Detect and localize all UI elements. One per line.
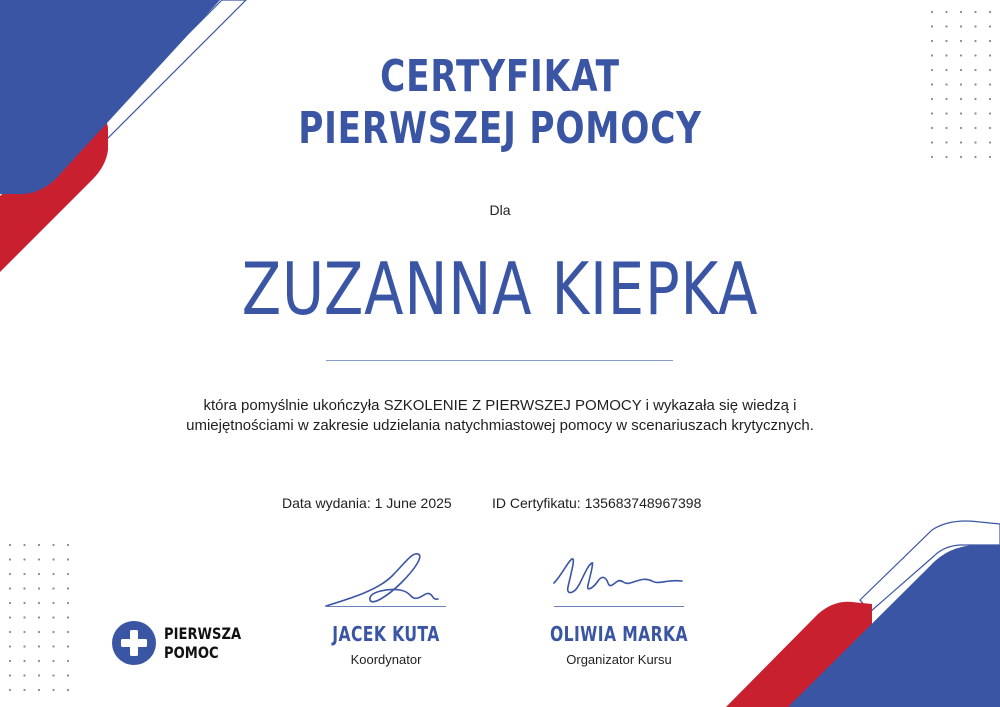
decorative-dot bbox=[38, 587, 40, 589]
decorative-dot bbox=[945, 69, 947, 71]
for-label: Dla bbox=[489, 202, 511, 218]
dot-grid-bottom-left bbox=[9, 544, 69, 691]
decorative-dot bbox=[38, 573, 40, 575]
logo-text-line-2: POMOC bbox=[164, 643, 219, 662]
decorative-dot bbox=[989, 141, 991, 143]
decorative-dot bbox=[9, 544, 11, 546]
decorative-dot bbox=[945, 54, 947, 56]
decorative-dot bbox=[989, 69, 991, 71]
logo bbox=[111, 620, 271, 666]
decorative-dot bbox=[931, 112, 933, 114]
decorative-dot bbox=[67, 689, 69, 691]
decorative-dot bbox=[9, 631, 11, 633]
decorative-dot bbox=[989, 156, 991, 158]
decorative-dot bbox=[67, 602, 69, 604]
decorative-dot bbox=[67, 645, 69, 647]
decorative-dot bbox=[974, 54, 976, 56]
decorative-dot bbox=[945, 141, 947, 143]
decorative-dot bbox=[38, 602, 40, 604]
decorative-dot bbox=[974, 98, 976, 100]
decorative-dot bbox=[974, 11, 976, 13]
decorative-dot bbox=[989, 11, 991, 13]
decorative-dot bbox=[67, 544, 69, 546]
decorative-dot bbox=[989, 54, 991, 56]
decorative-dot bbox=[974, 112, 976, 114]
signatory-name-1: JACEK KUTA bbox=[332, 622, 440, 646]
signature-line-1 bbox=[326, 606, 446, 607]
decorative-dot bbox=[67, 616, 69, 618]
decorative-dot bbox=[9, 689, 11, 691]
decorative-dot bbox=[23, 674, 25, 676]
decorative-dot bbox=[67, 558, 69, 560]
decorative-dot bbox=[931, 127, 933, 129]
signature-oliwia-marka bbox=[548, 553, 698, 605]
decorative-dot bbox=[23, 544, 25, 546]
decorative-dot bbox=[945, 127, 947, 129]
decorative-dot bbox=[960, 156, 962, 158]
decorative-dot bbox=[931, 40, 933, 42]
decorative-dot bbox=[23, 645, 25, 647]
signatory-role-2: Organizator Kursu bbox=[566, 652, 672, 667]
decorative-dot bbox=[52, 674, 54, 676]
decorative-dot bbox=[9, 660, 11, 662]
decorative-dot bbox=[974, 40, 976, 42]
decorative-dot bbox=[974, 141, 976, 143]
decorative-dot bbox=[974, 127, 976, 129]
decorative-dot bbox=[9, 587, 11, 589]
decorative-dot bbox=[945, 98, 947, 100]
decorative-dot bbox=[945, 83, 947, 85]
decorative-dot bbox=[23, 587, 25, 589]
signatory-name-2: OLIWIA MARKA bbox=[550, 622, 688, 646]
logo-text-line-1: PIERWSZA bbox=[164, 624, 242, 643]
decorative-dot bbox=[38, 660, 40, 662]
decorative-dot bbox=[23, 558, 25, 560]
decorative-dot bbox=[931, 83, 933, 85]
decorative-dot bbox=[974, 69, 976, 71]
decorative-dot bbox=[931, 141, 933, 143]
decorative-dot bbox=[945, 40, 947, 42]
decorative-dot bbox=[960, 98, 962, 100]
decorative-dot bbox=[38, 674, 40, 676]
decorative-dot bbox=[9, 602, 11, 604]
signature-jacek-kuta bbox=[322, 548, 452, 610]
decorative-dot bbox=[960, 25, 962, 27]
decorative-dot bbox=[960, 141, 962, 143]
decorative-dot bbox=[38, 616, 40, 618]
decorative-dot bbox=[23, 573, 25, 575]
certificate-description: która pomyślnie ukończyła SZKOLENIE Z PIERWSZEJ POMOCY i wykazała się wiedzą i umiejętnościami w zakresie udzielania natychmiastowej pomocy w scenariuszach krytycznych. bbox=[186, 397, 814, 434]
decorative-dot bbox=[960, 69, 962, 71]
decorative-dot bbox=[67, 587, 69, 589]
decorative-dot bbox=[989, 112, 991, 114]
cross-in-circle-icon bbox=[111, 620, 157, 666]
decorative-dot bbox=[960, 54, 962, 56]
decorative-dot bbox=[52, 631, 54, 633]
issue-date: Data wydania: 1 June 2025 bbox=[282, 495, 452, 511]
decorative-dot bbox=[23, 602, 25, 604]
recipient-name: ZUZANNA KIEPKA bbox=[241, 247, 759, 331]
decorative-dot bbox=[974, 156, 976, 158]
decorative-dot bbox=[989, 127, 991, 129]
decorative-dot bbox=[960, 11, 962, 13]
decorative-dot bbox=[52, 660, 54, 662]
decorative-dot bbox=[931, 98, 933, 100]
decorative-dot bbox=[945, 25, 947, 27]
decorative-dot bbox=[989, 98, 991, 100]
decorative-dot bbox=[9, 558, 11, 560]
decorative-dot bbox=[38, 645, 40, 647]
decorative-dot bbox=[989, 40, 991, 42]
decorative-dot bbox=[23, 616, 25, 618]
decorative-dot bbox=[960, 40, 962, 42]
decorative-dot bbox=[23, 660, 25, 662]
decorative-dot bbox=[945, 11, 947, 13]
decorative-dot bbox=[9, 573, 11, 575]
decorative-dot bbox=[989, 83, 991, 85]
decorative-dot bbox=[23, 689, 25, 691]
decorative-dot bbox=[52, 602, 54, 604]
decorative-dot bbox=[52, 587, 54, 589]
decorative-dot bbox=[52, 645, 54, 647]
decorative-dot bbox=[52, 558, 54, 560]
decorative-dot bbox=[67, 631, 69, 633]
decorative-dot bbox=[945, 112, 947, 114]
decorative-dot bbox=[931, 25, 933, 27]
decorative-dot bbox=[9, 616, 11, 618]
decorative-dot bbox=[960, 83, 962, 85]
decorative-dot bbox=[960, 112, 962, 114]
decorative-dot bbox=[931, 69, 933, 71]
decorative-dot bbox=[9, 645, 11, 647]
decorative-dot bbox=[960, 127, 962, 129]
decorative-dot bbox=[67, 573, 69, 575]
decorative-dot bbox=[9, 674, 11, 676]
signature-line-2 bbox=[554, 606, 684, 607]
decorative-dot bbox=[67, 674, 69, 676]
name-divider bbox=[326, 360, 673, 361]
certificate-title-line-2: PIERWSZEJ POMOCY bbox=[298, 103, 702, 154]
decorative-dot bbox=[52, 573, 54, 575]
certificate-id: ID Certyfikatu: 135683748967398 bbox=[492, 495, 702, 511]
decorative-dot bbox=[974, 83, 976, 85]
decorative-dot bbox=[38, 631, 40, 633]
dot-grid-top-right bbox=[931, 11, 991, 158]
decorative-dot bbox=[52, 616, 54, 618]
decorative-dot bbox=[931, 156, 933, 158]
decorative-dot bbox=[931, 11, 933, 13]
decorative-dot bbox=[23, 631, 25, 633]
decorative-dot bbox=[52, 544, 54, 546]
decorative-dot bbox=[989, 25, 991, 27]
decorative-dot bbox=[974, 25, 976, 27]
decorative-dot bbox=[52, 689, 54, 691]
decorative-dot bbox=[945, 156, 947, 158]
certificate-title-line-1: CERTYFIKAT bbox=[380, 51, 620, 102]
decorative-dot bbox=[67, 660, 69, 662]
decorative-dot bbox=[38, 544, 40, 546]
decorative-dot bbox=[38, 558, 40, 560]
decorative-dot bbox=[38, 689, 40, 691]
decorative-dot bbox=[931, 54, 933, 56]
logo-text bbox=[164, 624, 241, 662]
signatory-role-1: Koordynator bbox=[350, 652, 422, 667]
